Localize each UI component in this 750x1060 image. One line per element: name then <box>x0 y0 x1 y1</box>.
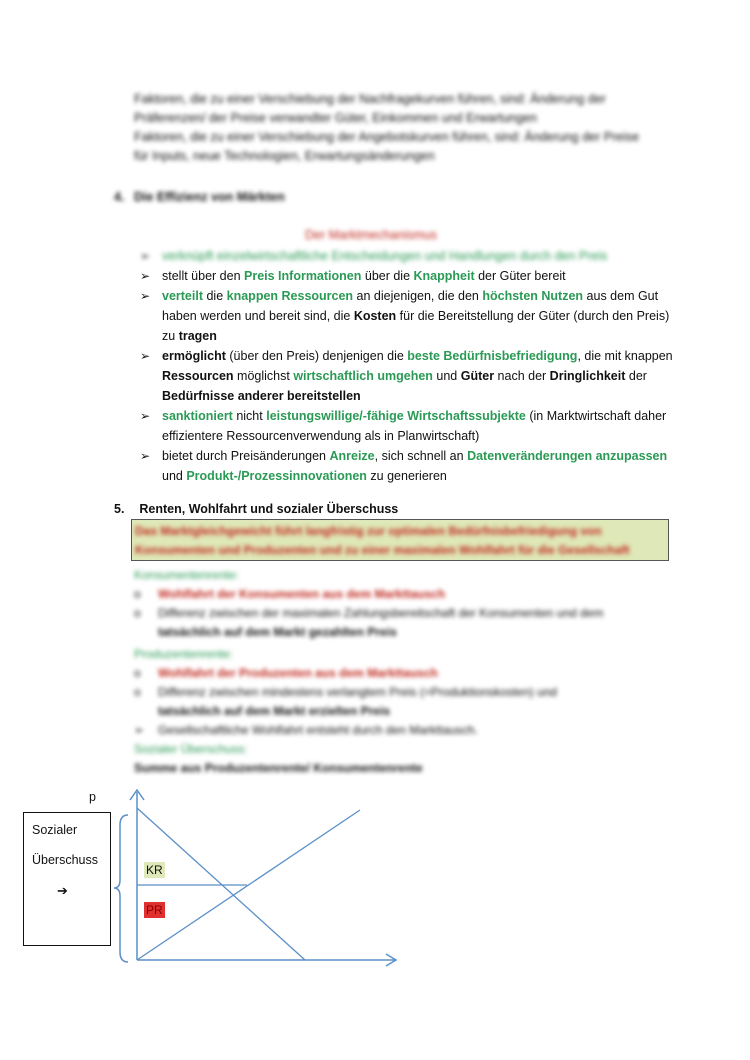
arrow-right-icon: ➔ <box>57 883 68 898</box>
list-item <box>134 683 664 702</box>
section5-content <box>134 566 664 778</box>
top-line-3: Faktoren, die zu einer Verschiebung der Angebotskurven führen, sind: Änderung der Preise <box>134 130 640 144</box>
kr-heading: Konsumentenrente: <box>134 568 239 582</box>
section4-title: Die Effizienz von Märkten <box>134 190 285 204</box>
text-part: möglichst <box>233 369 294 383</box>
circle-bullet-icon: o <box>134 606 141 620</box>
section5-heading <box>114 502 398 516</box>
bullet-item <box>140 346 680 406</box>
text-part: und <box>432 369 461 383</box>
list-item-text: Differenz zwischen mindestens verlangtem Preis (=Produktionskosten) und <box>158 685 557 699</box>
text-part: tragen <box>178 329 217 343</box>
su-heading: Sozialer Überschuss: <box>134 742 248 756</box>
arrow-right-icon: ➢ <box>134 723 145 737</box>
highlight-line-1: Das Marktgleichgewicht führt langfristig zur optimalen Bedürfnisbefriedigung von <box>135 524 602 538</box>
circle-bullet-icon: o <box>134 587 141 601</box>
bullet-item <box>140 266 680 286</box>
social-surplus-box <box>23 812 111 946</box>
bullet-item <box>140 446 680 486</box>
text-part: aus dem Gut haben werden und bereit sind, die <box>162 289 659 323</box>
text-part: Preis Informationen <box>244 269 362 283</box>
top-line-4: für Inputs, neue Technologien, Erwartungsänderungen <box>134 149 435 163</box>
arrow-right-icon: ➢ <box>140 249 151 263</box>
bullet-item <box>140 246 680 266</box>
top-line-1: Faktoren, die zu einer Verschiebung der Nachfragekurven führen, sind: Änderung der <box>134 92 606 106</box>
text-part: Kosten <box>353 309 397 323</box>
text-part: wirtschaftlich umgehen <box>293 369 433 383</box>
list-item-text: Wohlfahrt der Produzenten aus dem Markttausch <box>158 666 438 680</box>
arrow-right-icon: ➢ <box>140 409 151 423</box>
text-part: und <box>162 469 187 483</box>
text-part: bietet durch Preisänderungen <box>162 449 330 463</box>
text-part: beste Bedürfnisbefriedigung <box>407 349 578 363</box>
text-part: Güter <box>460 369 495 383</box>
pr-heading: Produzentenrente: <box>134 647 233 661</box>
list-item <box>134 604 664 623</box>
arrow-right-icon: ➢ <box>140 449 151 463</box>
box-line-2: Überschuss <box>32 853 98 867</box>
list-item <box>134 721 664 740</box>
list-item-text: Gesellschaftliche Wohlfahrt entsteht durch den Markttausch. <box>158 723 478 737</box>
list-item <box>134 702 664 721</box>
bullet-item <box>140 406 680 446</box>
bullet-text: verknüpft einzelwirtschaftliche Entscheidungen und Handlungen durch den Preis <box>162 249 608 263</box>
text-part: Datenveränderungen anzupassen <box>467 449 668 463</box>
axis-label-p: p <box>89 790 96 804</box>
section5-number: 5. <box>114 502 125 516</box>
top-line-2: Präferenzen/ der Preise verwandter Güter, Einkommen und Erwartungen <box>134 111 537 125</box>
kr-label: KR <box>146 863 163 877</box>
pr-label: PR <box>146 903 163 917</box>
text-part: , sich schnell an <box>374 449 468 463</box>
text-part: nicht <box>232 409 267 423</box>
section5-title: Renten, Wohlfahrt und sozialer Überschuss <box>139 502 399 516</box>
text-part: ermöglicht <box>162 349 226 363</box>
text-part: knappen Ressourcen <box>226 289 354 303</box>
curly-brace <box>114 815 128 962</box>
text-part: Dringlichkeit <box>549 369 626 383</box>
highlight-box <box>131 519 669 561</box>
text-part: zu generieren <box>366 469 447 483</box>
text-part: der Güter bereit <box>474 269 566 283</box>
text-part: Anreize <box>329 449 375 463</box>
text-part: Ressourcen <box>162 369 234 383</box>
text-part: (über den Preis) denjenigen die <box>225 349 408 363</box>
text-part: verteilt <box>162 289 203 303</box>
list-item-text: Wohlfahrt der Konsumenten aus dem Markttausch <box>158 587 446 601</box>
section4-center-title: Der Marktmechanismus <box>305 228 437 242</box>
box-line-1: Sozialer <box>32 823 78 837</box>
text-part: über die <box>361 269 414 283</box>
circle-bullet-icon: o <box>134 685 141 699</box>
text-part: der <box>625 369 647 383</box>
text-part: Produkt-/Prozessinnovationen <box>186 469 367 483</box>
list-item-text: tatsächlich auf dem Markt erzielten Preis <box>158 704 391 718</box>
arrow-right-icon: ➢ <box>140 269 151 283</box>
text-part: Bedürfnisse anderer bereitstellen <box>162 389 361 403</box>
arrow-right-icon: ➢ <box>140 349 151 363</box>
text-part: an diejenigen, die den <box>353 289 483 303</box>
text-part: für die Bereitstellung der Güter (durch den Preis) zu <box>162 309 670 343</box>
list-item-text: Differenz zwischen der maximalen Zahlungsbereitschaft der Konsumenten und dem <box>158 606 604 620</box>
highlight-line-2: Konsumenten und Produzenten und zu einer maximalen Wohlfahrt für die Gesellschaft <box>135 543 630 557</box>
list-item <box>134 623 664 642</box>
list-item-text: tatsächlich auf dem Markt gezahlten Preis <box>158 625 397 639</box>
section4-number: 4. <box>114 190 125 204</box>
text-part: die <box>203 289 227 303</box>
demand-curve <box>137 808 305 960</box>
text-part: leistungswillige/-fähige Wirtschaftssubjekte <box>266 409 526 423</box>
text-part: sanktioniert <box>162 409 233 423</box>
su-text: Summe aus Produzentenrente/ Konsumentenrente <box>134 761 423 775</box>
text-part: höchsten Nutzen <box>482 289 584 303</box>
text-part: Knappheit <box>413 269 475 283</box>
text-part: stellt über den <box>162 269 244 283</box>
text-part: (in Marktwirtschaft daher effizientere Ressourcenverwendung als in Planwirtschaft) <box>162 409 667 443</box>
text-part: nach der <box>494 369 550 383</box>
arrow-right-icon: ➢ <box>140 289 151 303</box>
bullet-item <box>140 286 680 346</box>
text-part: , die mit knappen <box>577 349 673 363</box>
list-item <box>134 664 664 683</box>
circle-bullet-icon: o <box>134 666 141 680</box>
market-mechanism-bullets <box>140 246 680 486</box>
list-item <box>134 585 664 604</box>
